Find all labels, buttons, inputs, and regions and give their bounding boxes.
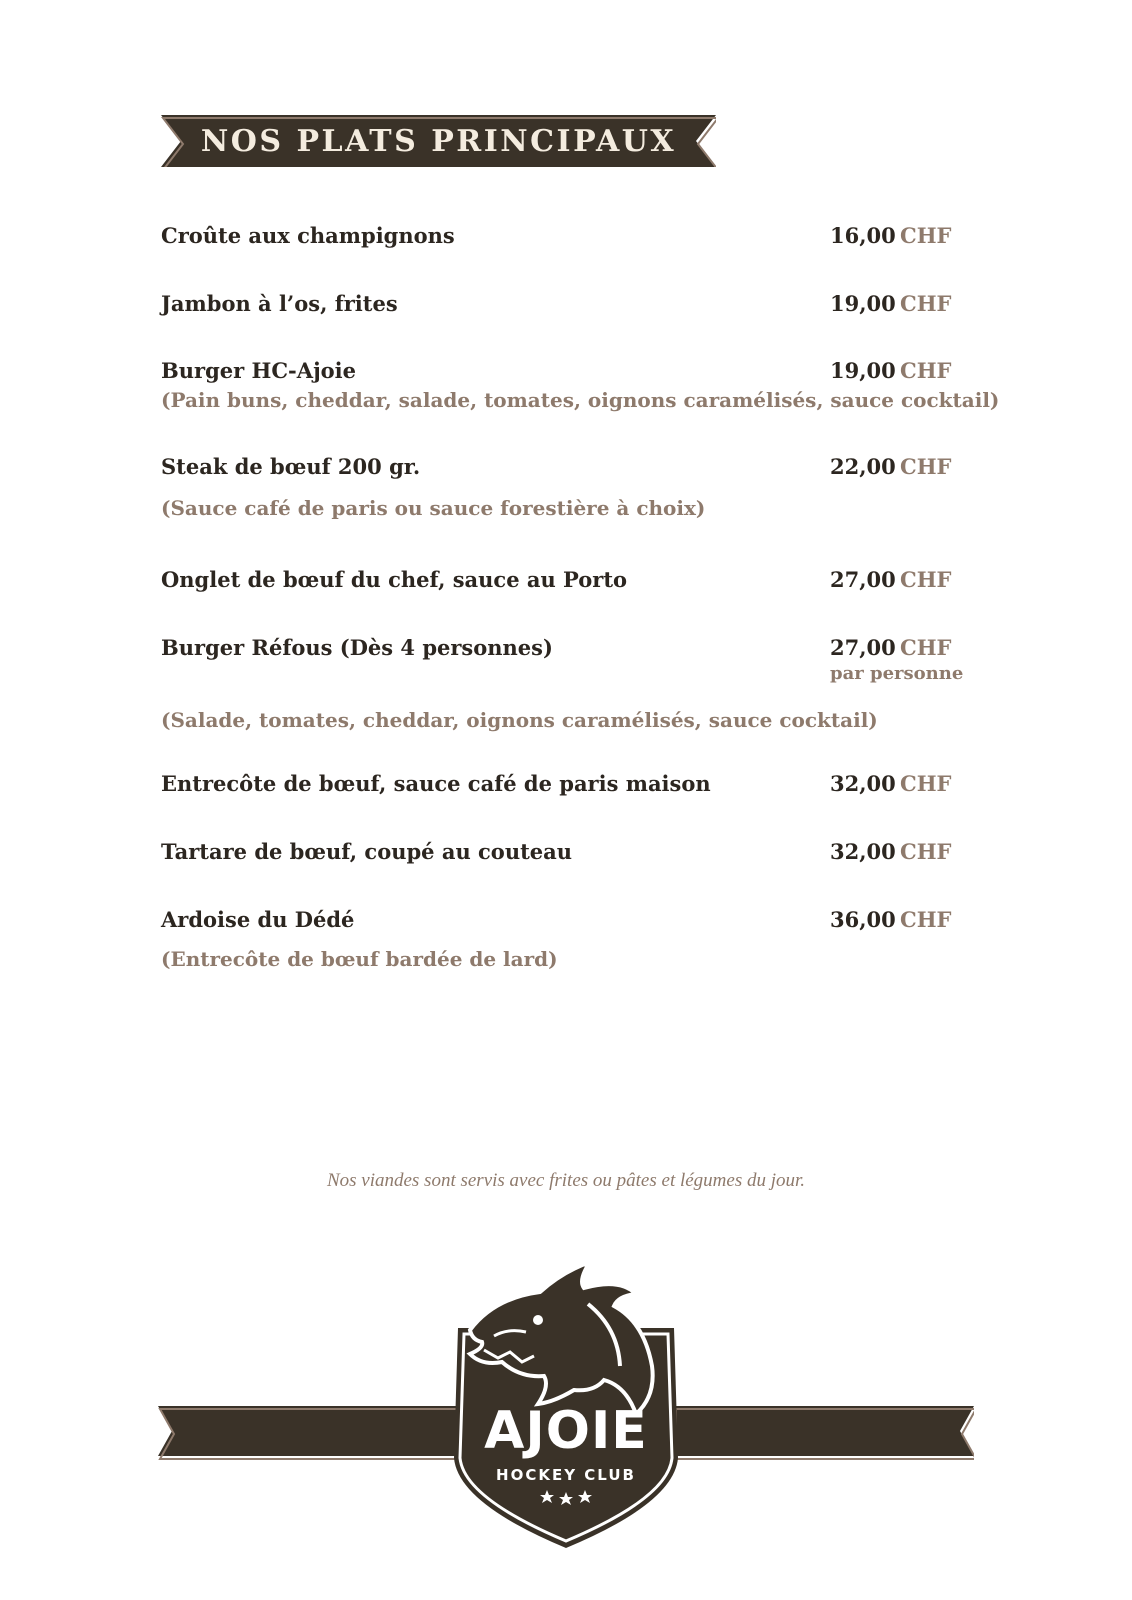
menu-item-price: 22,00 <box>830 454 896 479</box>
menu-item-name: Entrecôte de bœuf, sauce café de paris maison <box>161 771 711 796</box>
menu-item-name: Steak de bœuf 200 gr. <box>161 454 421 479</box>
menu-item-name: Burger Réfous (Dès 4 personnes) <box>161 635 553 660</box>
menu-item-price: 16,00 <box>830 223 896 248</box>
section-title: NOS PLATS PRINCIPAUX <box>200 123 677 159</box>
footer-ribbon-left <box>158 1406 460 1459</box>
menu-item-name: Tartare de bœuf, coupé au couteau <box>161 839 573 864</box>
menu-item-currency: CHF <box>900 635 952 660</box>
menu-item-name: Ardoise du Dédé <box>161 907 355 932</box>
menu-item-price: 19,00 <box>830 358 896 383</box>
menu-item-currency: CHF <box>900 907 952 932</box>
menu-item-currency: CHF <box>900 454 952 479</box>
menu-item-price: 32,00 <box>830 771 896 796</box>
menu-item-currency: CHF <box>900 839 952 864</box>
logo-subtitle: HOCKEY CLUB <box>496 1466 636 1484</box>
menu-item-currency: CHF <box>900 223 952 248</box>
menu-item-description: (Entrecôte de bœuf bardée de lard) <box>161 947 558 971</box>
menu-item-name: Jambon à l’os, frites <box>161 291 398 316</box>
menu-item-name: Burger HC-Ajoie <box>161 358 357 383</box>
section-title-banner <box>161 115 716 167</box>
menu-item-price: 27,00 <box>830 567 896 592</box>
footer-ribbon-right <box>674 1406 974 1459</box>
menu-item-name: Onglet de bœuf du chef, sauce au Porto <box>161 567 628 592</box>
menu-item-description: (Salade, tomates, cheddar, oignons caramélisés, sauce cocktail) <box>161 708 878 732</box>
menu-item-currency: CHF <box>900 291 952 316</box>
menu-item-price: 19,00 <box>830 291 896 316</box>
menu-item-description: (Sauce café de paris ou sauce forestière à choix) <box>161 496 706 520</box>
menu-item-price: 36,00 <box>830 907 896 932</box>
footer-logo-banner <box>158 1258 974 1552</box>
menu-item-currency: CHF <box>900 771 952 796</box>
footnote: Nos viandes sont servis avec frites ou pâtes et légumes du jour. <box>326 1170 806 1191</box>
footer-banner-graphic <box>158 1258 974 1548</box>
menu-item-currency: CHF <box>900 358 952 383</box>
menu-item-currency: CHF <box>900 567 952 592</box>
menu-item-price: 32,00 <box>830 839 896 864</box>
menu-item-price: 27,00 <box>830 635 896 660</box>
menu-item-name: Croûte aux champignons <box>161 223 455 248</box>
logo-wordmark: AJOIE <box>484 1401 648 1461</box>
menu-item-description: (Pain buns, cheddar, salade, tomates, oignons caramélisés, sauce cocktail) <box>161 388 1000 412</box>
menu-item-price-unit: par personne <box>830 663 964 684</box>
